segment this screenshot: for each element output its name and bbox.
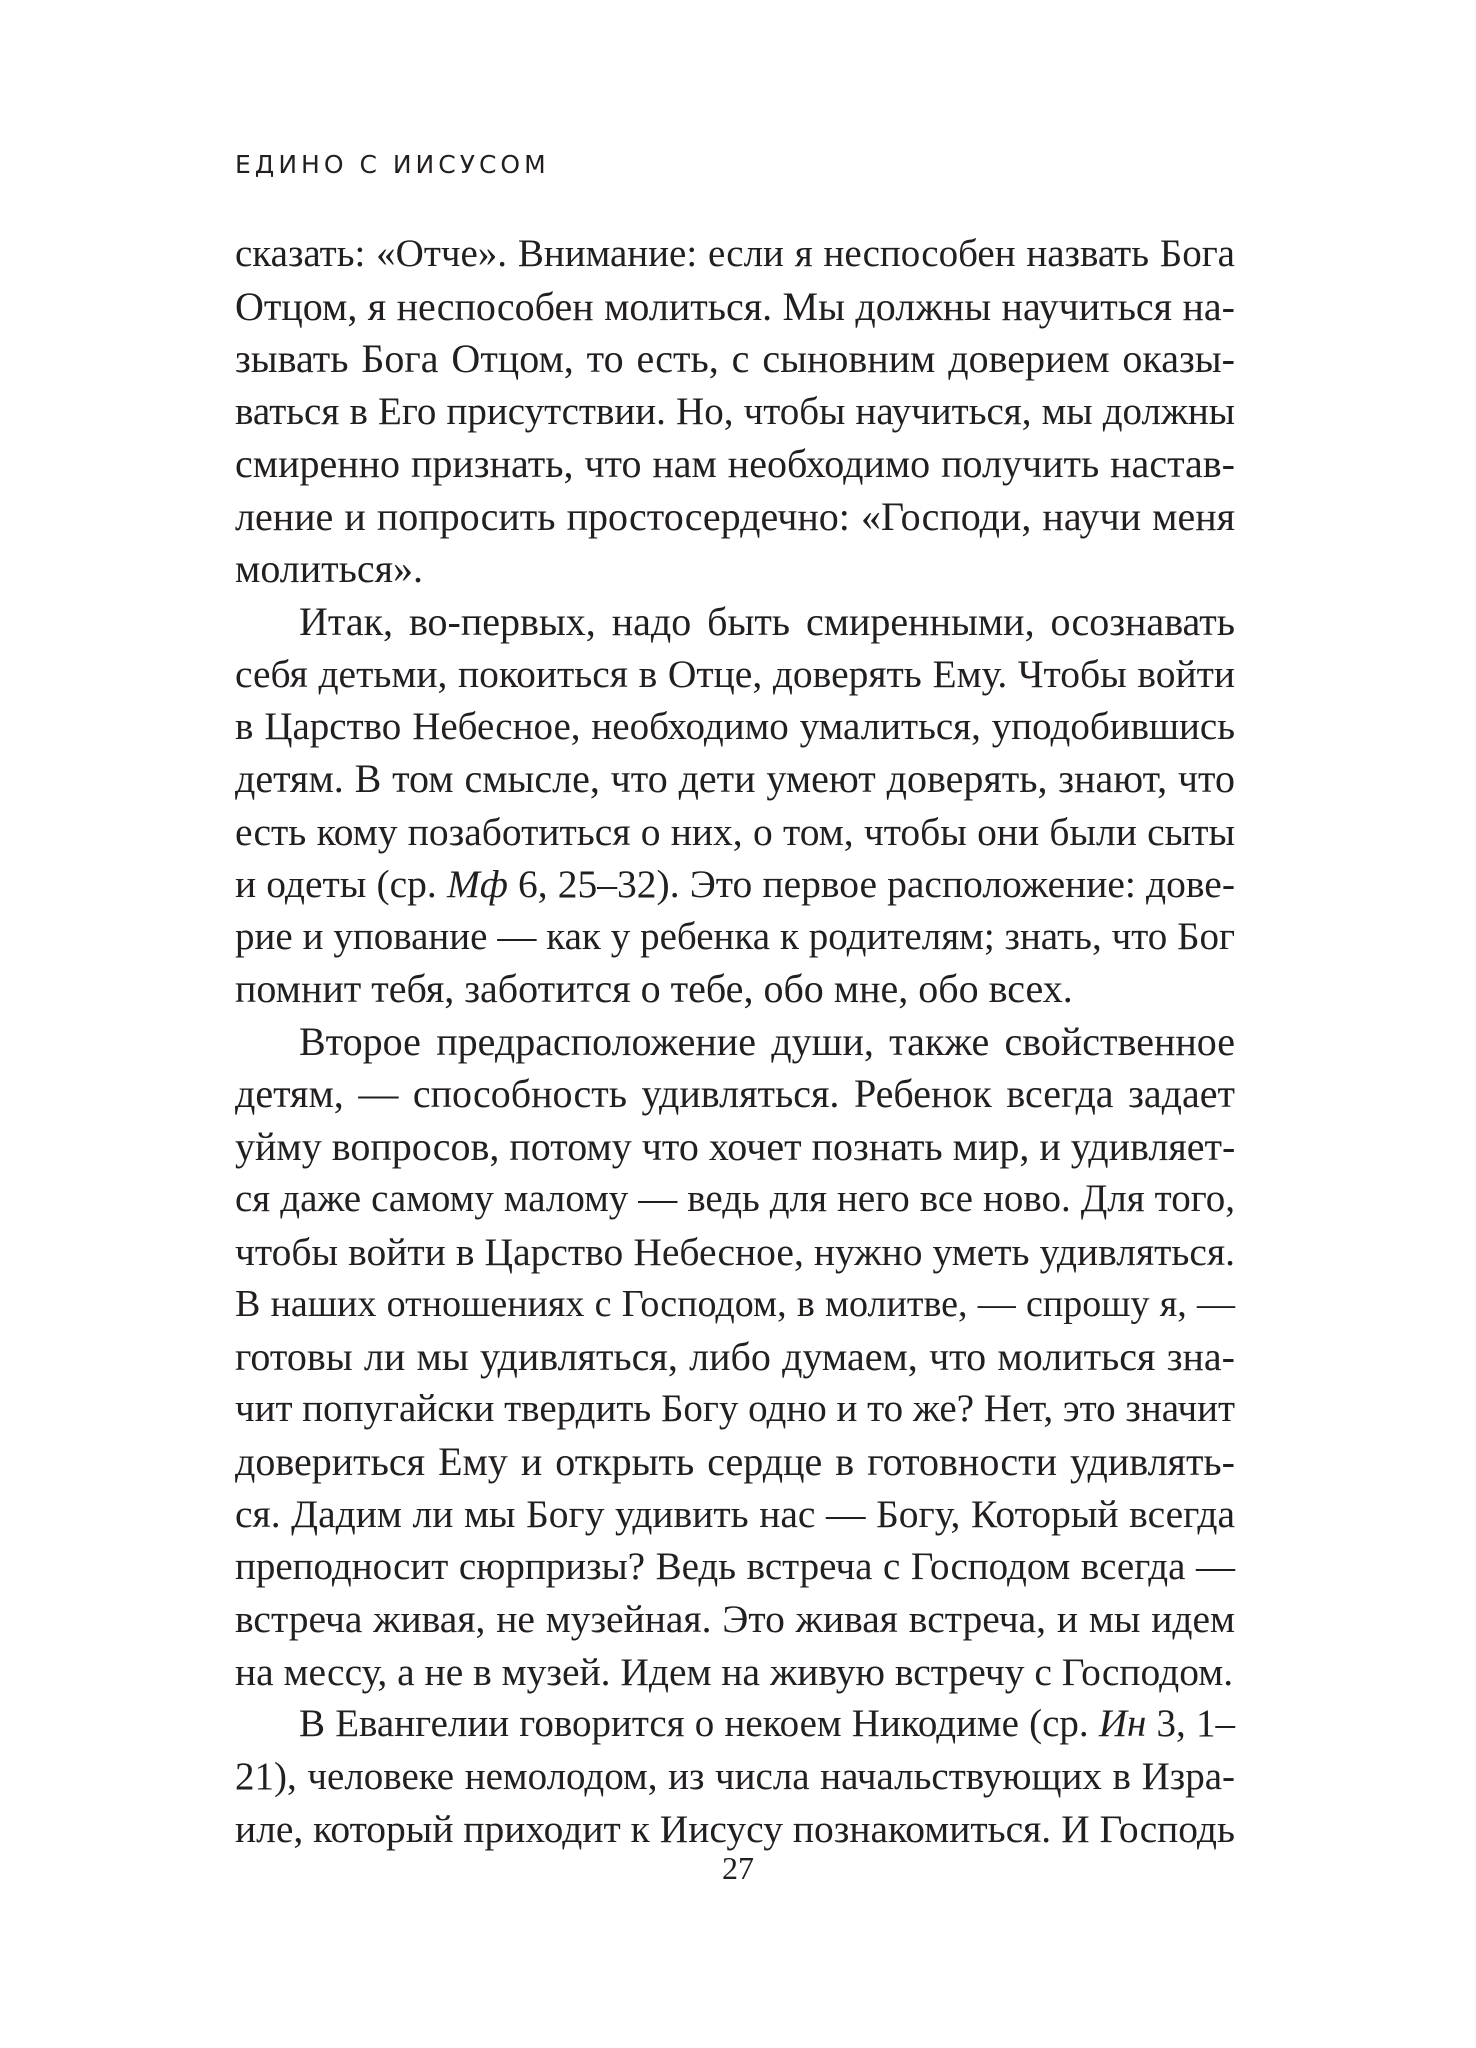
text-line: иле, который приходит к Иисусу познакомиться. И Господь <box>235 1807 1235 1851</box>
paragraph-3 <box>235 1016 1235 1699</box>
text-line: довериться Ему и открыть сердце в готовности удивлять- <box>235 1438 1235 1484</box>
text-line: преподносит сюрпризы? Ведь встреча с Господом всегда — <box>235 1544 1235 1588</box>
text-line: ление и попросить простосердечно: «Господи, научи меня <box>235 493 1235 539</box>
text-line: себя детьми, покоиться в Отце, доверять Ему. Чтобы войти <box>235 652 1235 696</box>
text-segment: В Евангелии говорится о некоем Никодиме (ср. <box>299 1702 1099 1745</box>
text-line: детям, — способность удивляться. Ребенок всегда задает <box>235 1071 1235 1116</box>
text-line: Отцом, я неспособен молиться. Мы должны научиться на- <box>235 283 1235 329</box>
paragraph-2 <box>235 596 1235 1016</box>
text-line-with-citation <box>235 858 1235 911</box>
text-line: Второе предрасположение души, также свойственное <box>299 1018 1235 1064</box>
text-line: помнит тебя, заботится о тебе, обо мне, обо всех. <box>235 966 1073 1011</box>
body-text <box>235 228 1235 1856</box>
text-line: в Царство Небесное, необходимо умалиться, уподобившись <box>235 704 1235 748</box>
paragraph-4 <box>235 1698 1235 1856</box>
text-line-with-citation <box>235 1698 1235 1751</box>
text-line: ся. Дадим ли мы Богу удивить нас — Богу, Который всегда <box>235 1492 1235 1536</box>
text-line: смиренно признать, что нам необходимо получить настав- <box>235 441 1235 486</box>
text-line: встреча живая, не музейная. Это живая встреча, и мы идем <box>235 1597 1235 1641</box>
text-line: на мессу, а не в музей. Идем на живую встречу с Господом. <box>235 1649 1234 1694</box>
text-line: уйму вопросов, потому что хочет познать мир, и удивляет- <box>235 1123 1236 1169</box>
citation-abbrev: Мф <box>446 862 508 906</box>
text-segment: 6, 25–32). Это первое расположение: дове- <box>507 862 1235 906</box>
text-line: готовы ли мы удивляться, либо думаем, что молиться зна- <box>235 1333 1235 1379</box>
text-line: есть кому позаботиться о них, о том, чтобы они были сыты <box>235 809 1235 854</box>
paragraph-1 <box>235 228 1235 596</box>
text-line: ваться в Его присутствии. Но, чтобы научиться, мы должны <box>235 389 1235 433</box>
running-head: ЕДИНО С ИИСУСОМ <box>235 150 550 179</box>
text-line: В наших отношениях с Господом, в молитве, — спрошу я, — <box>235 1283 1235 1325</box>
text-line: чтобы войти в Царство Небесное, нужно уметь удивляться. <box>235 1229 1235 1274</box>
text-line: рие и упование — как у ребенка к родителям; знать, что Бог <box>235 914 1235 958</box>
text-segment: и одеты (ср. <box>235 862 447 906</box>
text-line: сказать: «Отче». Внимание: если я неспособен назвать Бога <box>235 232 1235 275</box>
text-line: 21), человеке немолодом, из числа начальствующих в Изра- <box>235 1754 1235 1798</box>
text-line: зывать Бога Отцом, то есть, с сыновним доверием оказы- <box>235 336 1235 381</box>
text-line: Итак, во-первых, надо быть смиренными, осознавать <box>299 598 1235 644</box>
text-line: чит попугайски твердить Богу одно и то же? Нет, это значит <box>235 1387 1235 1430</box>
text-line: детям. В том смысле, что дети умеют доверять, знают, что <box>235 756 1235 801</box>
text-line: ся даже самому малому — ведь для него все ново. Для того, <box>235 1177 1235 1220</box>
text-segment: 3, 1– <box>1146 1702 1235 1745</box>
text-line: молиться». <box>235 546 424 591</box>
citation-abbrev: Ин <box>1098 1702 1147 1745</box>
page-number: 27 <box>722 1850 754 1886</box>
